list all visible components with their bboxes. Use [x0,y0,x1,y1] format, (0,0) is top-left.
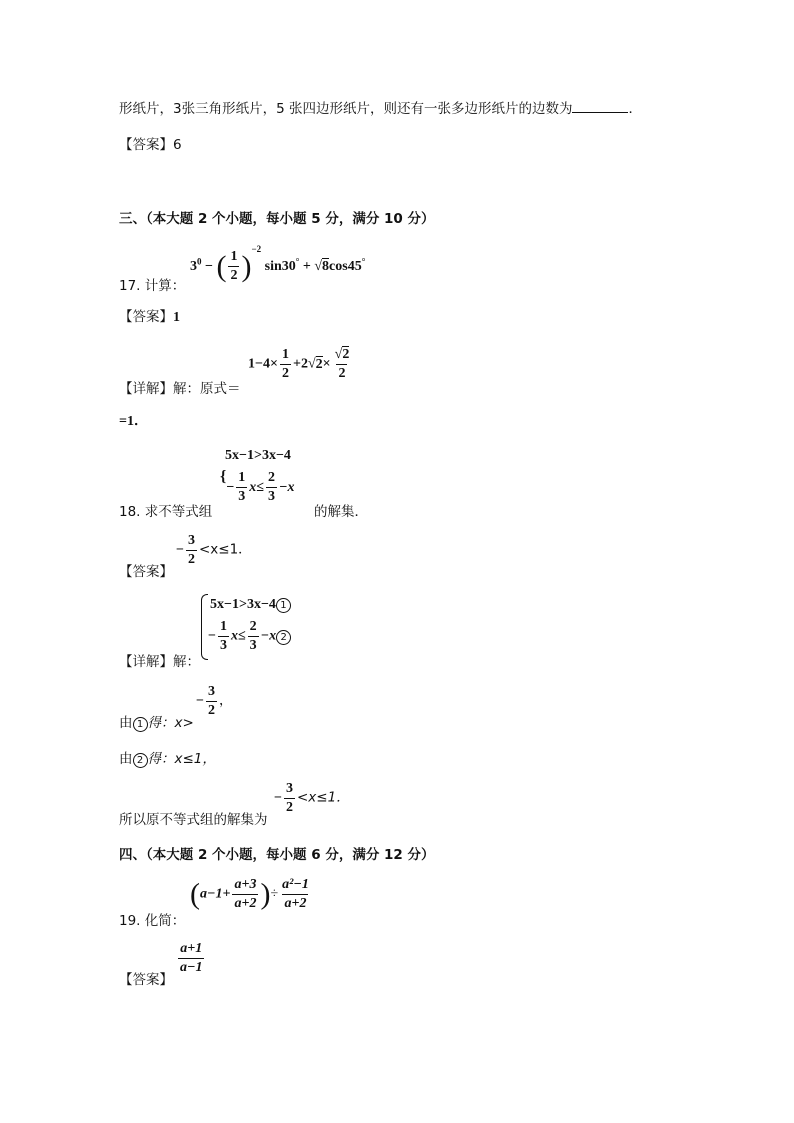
question-19-expression [190,878,313,911]
radicand: 2 [342,347,350,362]
minus: − [274,790,282,806]
numerator: 1 [238,470,246,486]
expr-minus: − [205,259,213,274]
denominator: a−1 [180,960,203,975]
expr-part: − [226,480,235,495]
answer-tag: 【答案】 [119,137,173,153]
conclusion-expression [274,782,350,815]
expr-part: x≤ [249,480,264,495]
step-2-text [119,747,216,768]
denominator: 2 [230,268,238,284]
fraction [218,620,229,653]
numerator: a+3 [234,877,257,892]
minus: − [196,693,204,709]
denominator: 2 [187,552,195,567]
numerator: 2 [267,470,275,486]
circled-number: 2 [133,753,148,768]
comma: ， [218,692,233,709]
step-prefix: 由 [119,751,133,767]
numerator: a²−1 [282,877,309,892]
section-3-heading: 三、（本大题 2 个小题，每小题 5 分，满分 10 分） [119,211,435,227]
fraction [206,685,217,718]
numerator: 1 [230,249,238,265]
denominator: 3 [267,489,275,505]
question-19-label: 19. 化简： [119,913,186,929]
detail-18 [119,650,200,670]
question-18-label: 18. 求不等式组 [119,504,213,520]
numerator: 2 [249,619,257,634]
fraction [186,534,197,567]
question-16-text: 形纸片，3张三角形纸片，5 张四边形纸片，则还有一张多边形纸片的边数为 [119,101,573,117]
numerator: 1 [219,619,227,634]
circled-number: 2 [276,630,291,645]
question-18-tail: 的解集． [314,504,368,520]
degree: ° [361,256,366,267]
fraction [228,250,239,283]
answer-16 [119,133,182,153]
cos-term: cos45 [329,259,362,274]
expr-base: 3 [190,259,197,274]
expr-plus: + [302,259,311,274]
answer-19-expression [176,942,206,975]
numerator: 3 [187,533,195,548]
fraction [236,471,247,504]
divide: ÷ [270,886,279,902]
answer-18-expression [176,534,252,567]
detail-17 [119,377,241,397]
brace-icon: { [220,468,227,485]
denominator: 3 [238,489,246,505]
denominator: 3 [249,638,257,653]
detail-prefix: 解：原式＝ [173,381,241,397]
detail-17-expression [248,348,353,381]
expr-part: −x [278,480,295,495]
answer-value: 1 [173,310,180,325]
denominator: a+2 [284,896,307,911]
denominator: 2 [281,366,289,381]
sin-term: sin30 [264,259,296,274]
fraction [280,878,311,911]
detail-18-line2 [208,620,291,653]
step-text: 得：x≤1， [147,751,216,767]
detail-17-result: =1． [119,414,148,429]
q18-system-line2 [220,468,294,504]
expr-part: x≤ [230,628,246,644]
denominator: a+2 [234,896,257,911]
fraction [333,348,352,381]
expr-part: +2 [292,356,308,372]
q18-system-line1: 5x−1>3x−4 [225,448,291,463]
sqrt-sign: √ [307,356,316,372]
expr-part: −x [260,628,277,644]
numerator: a+1 [180,941,203,956]
question-16-tail [119,97,642,117]
expr-exp: 0 [197,256,202,267]
denominator: 2 [207,703,215,718]
fraction [280,348,291,381]
radicand: 2 [315,356,323,372]
answer-value: 6 [173,137,182,153]
expr-part: a−1+ [200,886,231,902]
times: × [322,356,331,372]
minus: − [176,542,184,558]
section-4-heading: 四、（本大题 2 个小题，每小题 6 分，满分 12 分） [119,847,435,863]
fraction [248,620,259,653]
radicand: 8 [322,259,330,274]
numerator: 3 [285,781,293,796]
step-prefix: 由 [119,715,133,731]
question-17-label: 17. 计算： [119,278,186,294]
conclusion-prefix: 所以原不等式组的解集为 [119,812,268,828]
step-1-fraction [196,685,232,718]
numerator: √2 [334,347,350,362]
detail-tag: 【详解】 [119,381,173,397]
question-17-expression [190,244,365,283]
step-text: 得：x> [147,715,194,731]
answer-blank [572,100,628,113]
degree: ° [295,256,300,267]
expr-rest: <x≤1． [296,789,350,806]
system-brace [201,594,208,660]
numerator: 3 [207,684,215,699]
left-paren: ( [190,877,200,911]
right-paren: ) [241,249,252,283]
right-paren: ) [260,877,271,911]
expr-part: 1−4× [248,356,278,372]
sqrt-sign: √ [314,259,323,274]
expr-exp: −2 [251,244,262,254]
expr-line: 5x−1>3x−4 [210,597,276,612]
answer-17 [119,305,180,326]
expr-rest: <x≤1． [198,541,252,558]
detail-prefix: 解： [173,654,200,670]
answer-19-tag: 【答案】 [119,972,173,988]
fraction [232,878,258,911]
circled-number: 1 [276,598,291,613]
detail-18-line1 [210,597,291,613]
step-1-text [119,711,194,732]
answer-18-tag: 【答案】 [119,564,173,580]
left-paren: ( [216,249,227,283]
fraction [284,782,295,815]
denominator: 2 [285,800,293,815]
denominator: 2 [338,366,346,381]
circled-number: 1 [133,717,148,732]
denominator: 3 [219,638,227,653]
fraction [266,471,277,504]
fraction [178,942,204,975]
numerator: 1 [281,347,289,362]
period: ． [628,101,642,117]
answer-tag: 【答案】 [119,309,173,325]
detail-tag: 【详解】 [119,654,173,670]
expr-part: − [208,628,216,644]
